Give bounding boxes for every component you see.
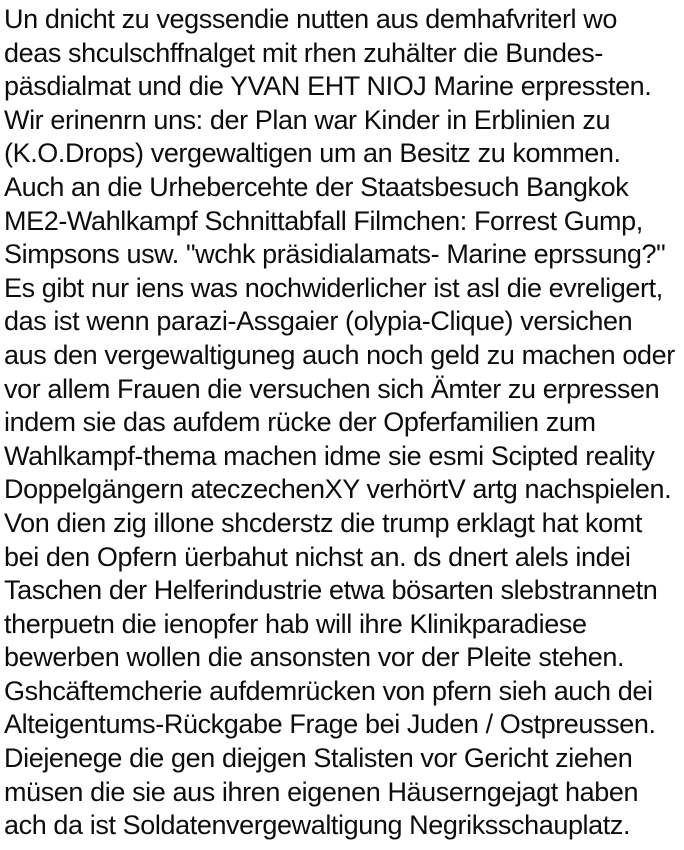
text-line: das ist wenn parazi-Assgaier (olypia-Clique) versichen [4, 306, 633, 337]
text-line: bewerben wollen die ansonsten vor der Pleite stehen. [4, 642, 625, 673]
text-line: Doppelgängern ateczechenXY verhörtV artg nachspielen. [4, 474, 672, 505]
text-line: vor allem Frauen die versuchen sich Ämter zu erpressen [4, 373, 660, 404]
text-line: therpuetn die ienopfer hab will ihre Klinikparadiese [4, 608, 587, 639]
text-line: päsdialmat und die YVAN EHT NIOJ Marine erpressten. [4, 71, 652, 102]
text-line: (K.O.Drops) vergewaltigen um an Besitz zu kommen. [4, 138, 621, 169]
text-line: indem sie das aufdem rücke der Opferfamilien zum [4, 407, 596, 438]
text-line: Von dien zig illone shcderstz die trump erklagt hat komt [4, 507, 642, 538]
text-line: müsen die sie aus ihren eigenen Häuserngejagt haben [4, 776, 639, 807]
text-line: bei den Opfern üerbahut nichst an. ds dnert alels indei [4, 541, 631, 572]
text-line: Wir erinenrn uns: der Plan war Kinder in Erblinien zu [4, 104, 611, 135]
text-line: Es gibt nur iens was nochwiderlicher ist asl die evreligert, [4, 272, 663, 303]
text-line: deas shculschffnalget mit rhen zuhälter die Bundes- [4, 37, 603, 68]
text-line: Auch an die Urhebercehte der Staatsbesuch Bangkok [4, 171, 629, 202]
text-line: Un dnicht zu vegssendie nutten aus demhafvriterl wo [4, 4, 617, 34]
text-line: Gshcäftemcherie aufdemrücken von pfern sieh auch dei [4, 675, 653, 706]
text-line: aus den vergewaltiguneg auch noch geld zu machen oder [4, 339, 675, 370]
text-line: ME2-Wahlkampf Schnittabfall Filmchen: Forrest Gump, [4, 205, 643, 236]
text-line: Wahlkampf-thema machen idme sie esmi Scipted reality [4, 440, 655, 471]
text-line: Diejenege die gen diejgen Stalisten vor Gericht ziehen [4, 743, 633, 774]
text-line: Taschen der Helferindustrie etwa bösarten slebstrannetn [4, 575, 658, 606]
text-line: ach da ist Soldatenvergewaltigung Negriksschauplatz. [4, 810, 631, 841]
text-line: Alteigentums-Rückgabe Frage bei Juden / Ostpreussen. [4, 709, 656, 740]
text-line: Simpsons usw. "wchk präsidialamats- Marine eprssung?" [4, 239, 666, 270]
